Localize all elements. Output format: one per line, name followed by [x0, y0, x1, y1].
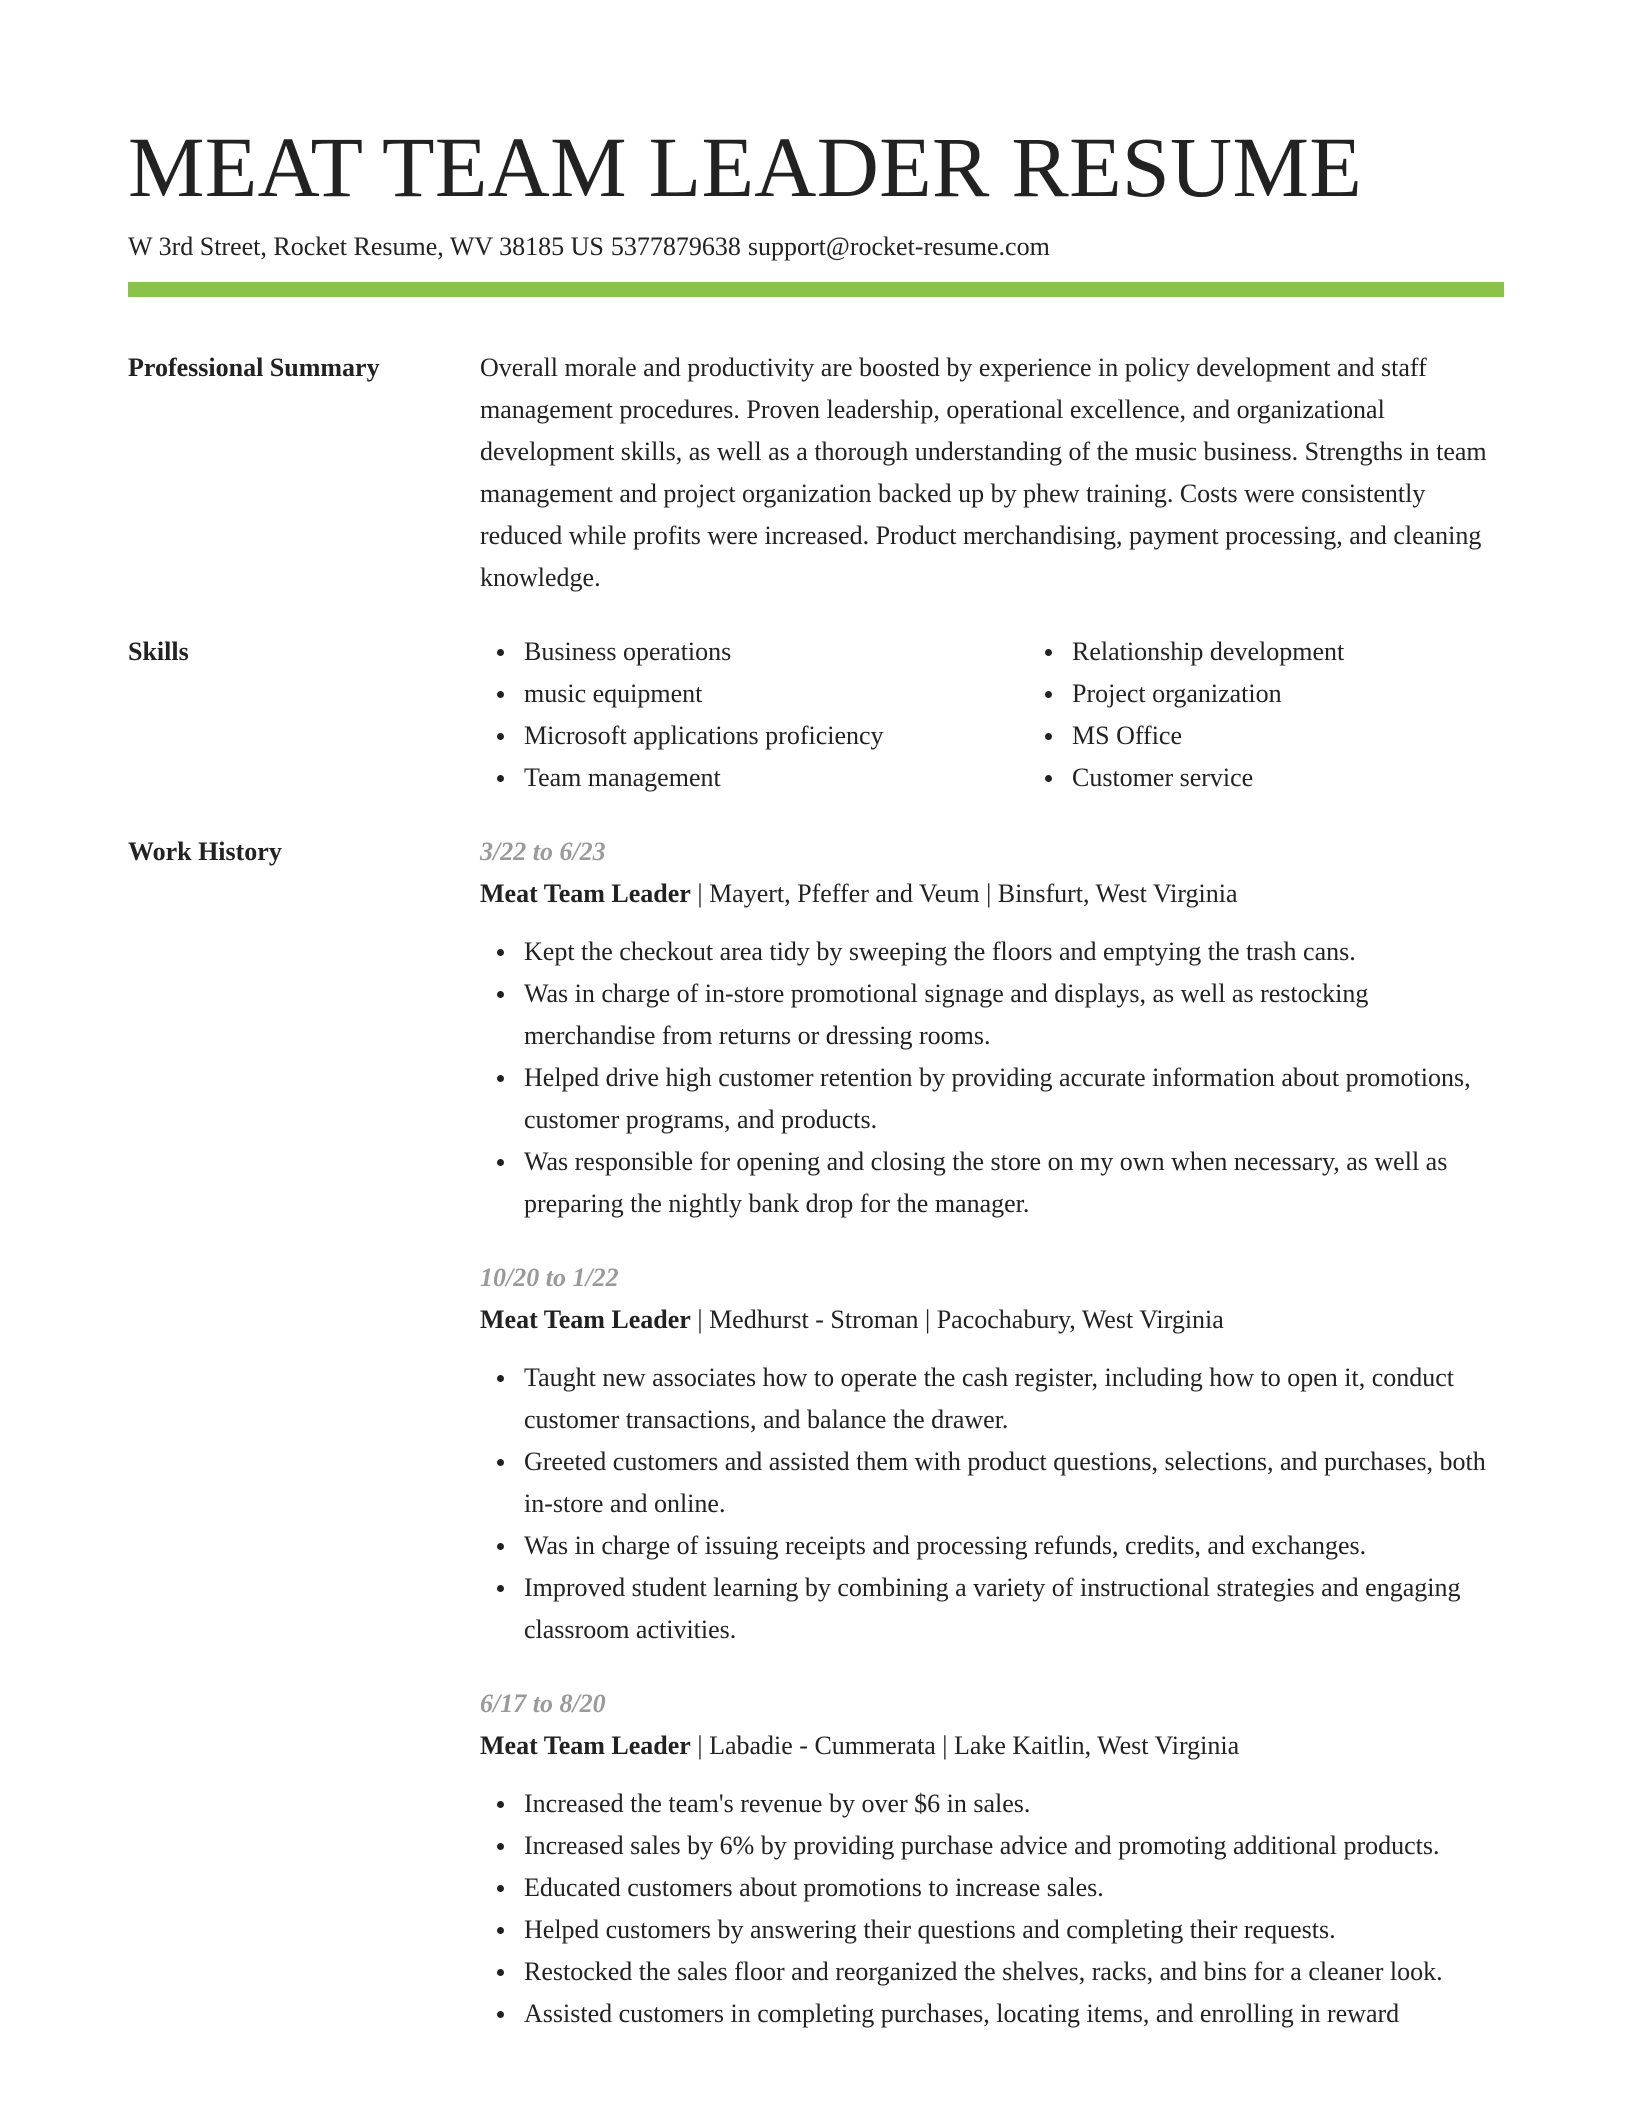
job-bullet: Was in charge of in-store promotional signage and displays, as well as restocking merchandise from returns or dressing rooms. — [524, 973, 1504, 1057]
section-label-skills: Skills — [128, 637, 189, 666]
contact-email: support@rocket-resume.com — [747, 232, 1050, 261]
job-dates: 10/20 to 1/22 — [480, 1263, 619, 1292]
job-heading: Meat Team Leader | Mayert, Pfeffer and Veum | Binsfurt, West Virginia — [480, 879, 1238, 908]
job-bullet: Was responsible for opening and closing the store on my own when necessary, as well as preparing the nightly bank drop for the manager. — [524, 1141, 1504, 1225]
skill-item: Customer service — [1072, 757, 1576, 799]
job-company: Labadie - Cummerata — [709, 1731, 936, 1760]
work-history-section — [128, 831, 1504, 2035]
skill-item: Team management — [524, 757, 1028, 799]
job-location: Pacochabury, West Virginia — [936, 1305, 1224, 1334]
job-location: Lake Kaitlin, West Virginia — [953, 1731, 1240, 1760]
professional-summary-section — [128, 347, 1504, 599]
resume-page — [128, 0, 1504, 2035]
skills-list-right — [1028, 631, 1576, 799]
job-heading: Meat Team Leader | Labadie - Cummerata | Lake Kaitlin, West Virginia — [480, 1731, 1240, 1760]
job-bullets — [480, 1783, 1504, 2035]
job-bullet: Increased the team's revenue by over $6 in sales. — [524, 1783, 1504, 1825]
skill-item: Business operations — [524, 631, 1028, 673]
job-bullet: Restocked the sales floor and reorganized the shelves, racks, and bins for a cleaner look. — [524, 1951, 1504, 1993]
job-bullets — [480, 931, 1504, 1225]
job-dates: 3/22 to 6/23 — [480, 837, 606, 866]
skill-item: music equipment — [524, 673, 1028, 715]
job-heading: Meat Team Leader | Medhurst - Stroman | Pacochabury, West Virginia — [480, 1305, 1224, 1334]
contact-address: W 3rd Street, Rocket Resume, WV 38185 US — [128, 232, 604, 261]
header-divider — [128, 282, 1504, 297]
job-title: Meat Team Leader — [480, 1305, 691, 1334]
job-bullets — [480, 1357, 1504, 1651]
skills-section — [128, 631, 1504, 799]
job-title: Meat Team Leader — [480, 879, 691, 908]
job-entry — [480, 1683, 1504, 2035]
skill-item: Project organization — [1072, 673, 1576, 715]
job-bullet: Improved student learning by combining a variety of instructional strategies and engaging classroom activities. — [524, 1567, 1504, 1651]
summary-text: Overall morale and productivity are boosted by experience in policy development and staff management procedures. Proven leadership, operational excellence, and organizational development skills, as well as a thorough understanding of the music business. Strengths in team management and project organization backed up by phew training. Costs were consistently reduced while profits were increased. Product merchandising, payment processing, and cleaning knowledge. — [480, 353, 1487, 592]
job-bullet: Taught new associates how to operate the cash register, including how to open it, conduct customer transactions, and balance the drawer. — [524, 1357, 1504, 1441]
skills-list-left — [480, 631, 1028, 799]
skill-item: MS Office — [1072, 715, 1576, 757]
resume-title: MEAT TEAM LEADER RESUME — [128, 119, 1363, 215]
job-entry — [480, 1257, 1504, 1651]
contact-line — [128, 231, 1504, 263]
job-bullet: Was in charge of issuing receipts and processing refunds, credits, and exchanges. — [524, 1525, 1504, 1567]
job-bullet: Increased sales by 6% by providing purchase advice and promoting additional products. — [524, 1825, 1504, 1867]
section-label-work: Work History — [128, 837, 282, 866]
job-location: Binsfurt, West Virginia — [997, 879, 1238, 908]
job-bullet: Educated customers about promotions to increase sales. — [524, 1867, 1504, 1909]
job-bullet: Kept the checkout area tidy by sweeping the floors and emptying the trash cans. — [524, 931, 1504, 973]
job-title: Meat Team Leader — [480, 1731, 691, 1760]
section-label-summary: Professional Summary — [128, 353, 380, 382]
job-bullet: Greeted customers and assisted them with product questions, selections, and purchases, both in-store and online. — [524, 1441, 1504, 1525]
job-company: Mayert, Pfeffer and Veum — [709, 879, 980, 908]
job-dates: 6/17 to 8/20 — [480, 1689, 606, 1718]
skill-item: Relationship development — [1072, 631, 1576, 673]
job-entry — [480, 831, 1504, 1225]
job-company: Medhurst - Stroman — [709, 1305, 919, 1334]
contact-phone: 5377879638 — [610, 232, 741, 261]
job-bullet: Helped customers by answering their questions and completing their requests. — [524, 1909, 1504, 1951]
skill-item: Microsoft applications proficiency — [524, 715, 1028, 757]
job-bullet: Assisted customers in completing purchases, locating items, and enrolling in reward — [524, 1993, 1504, 2035]
job-bullet: Helped drive high customer retention by providing accurate information about promotions, customer programs, and products. — [524, 1057, 1504, 1141]
